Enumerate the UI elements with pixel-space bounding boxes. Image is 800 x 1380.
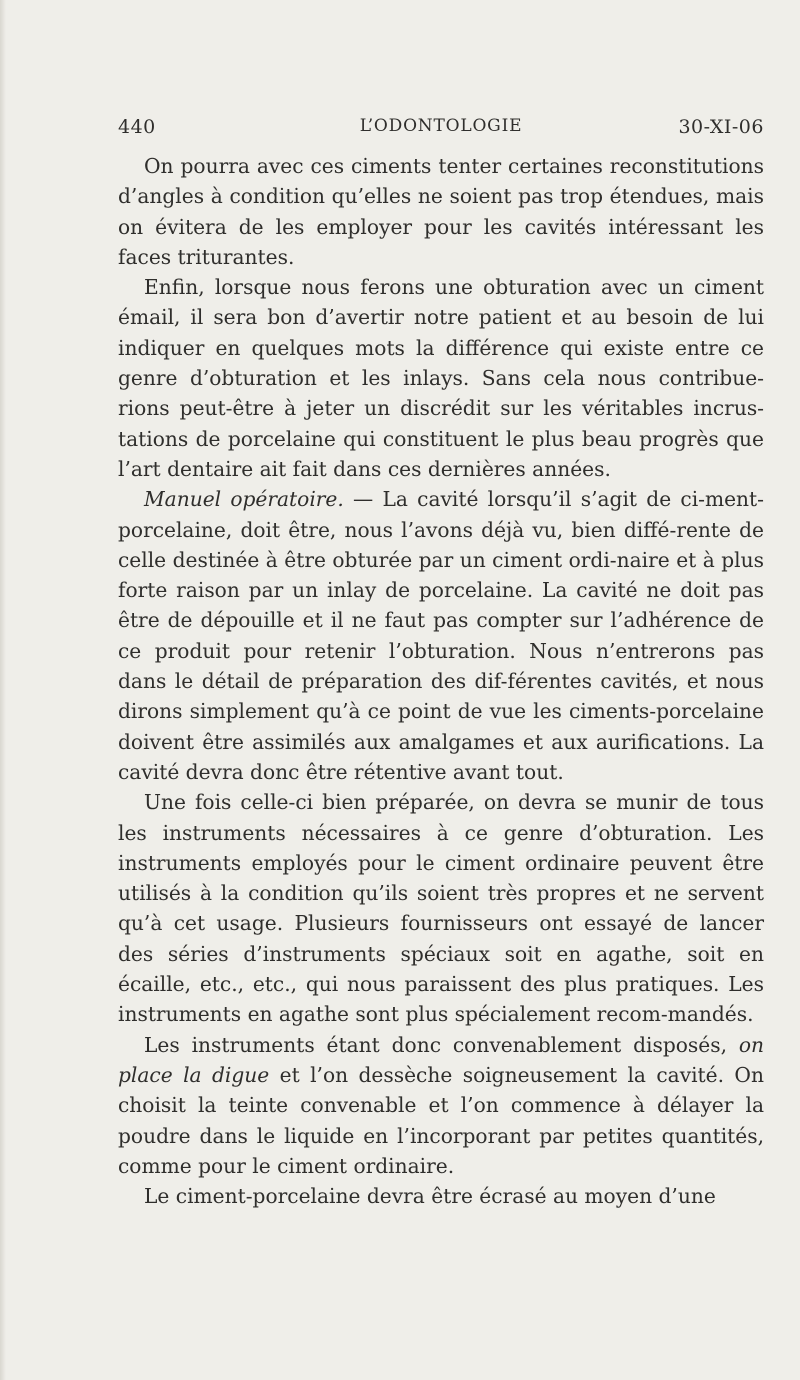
page-number: 440 xyxy=(118,116,156,138)
paragraph-ciment-email: Enfin, lorsque nous ferons une obturation avec un ciment émail, il sera bon d’avertir notre patient et au besoin de lui indiquer en quelques mots la différence qui existe entre ce genre d’obturation et les inlays. Sans cela nous contribue-rions peut-être à jeter un discrédit sur les véritables incrus-tations de porcelaine qui constituent le plus beau progrès que l’art dentaire ait fait dans ces dernières années. xyxy=(118,275,764,481)
issue-date: 30-XI-06 xyxy=(678,116,764,138)
paragraph-instruments: Une fois celle-ci bien préparée, on devra se munir de tous les instruments nécessaires à ce genre d’obturation. Les instruments employés pour le ciment ordinaire peuvent être utilisés à la condition qu’ils soient très propres et ne servent qu’à cet usage. Plusieurs fournisseurs ont essayé de lancer des séries d’instruments spéciaux soit en agathe, soit en écaille, etc., etc., qui nous paraissent des plus pratiques. Les instruments en agathe sont plus spécialement recom-mandés. xyxy=(118,790,764,1027)
page-gutter-shadow xyxy=(0,0,6,1380)
paragraph-text: et l’on dessèche soigneusement la cavité. On choisit la teinte convenable et l’on commence à délayer la poudre dans le liquide en l’incorporant par petites quantités, comme pour le ciment ordinaire. xyxy=(118,1062,764,1178)
paragraph-text: — La cavité lorsqu’il s’agit de ci-ment-porcelaine, doit être, nous l’avons déjà vu, bien diffé-rente de celle destinée à être obturée par un ciment ordi-naire et à plus forte raison par un inlay de porcelaine. La cavité ne doit pas être de dépouille et il ne faut pas compter sur l’adhérence de ce produit pour retenir l’obturation. Nous n’entrerons pas dans le détail de préparation des dif-férentes cavités, et nous dirons simplement qu’à ce point de vue les ciments-porcelaine doivent être assimilés aux amalgames et aux aurifications. La cavité devra donc être rétentive avant tout. xyxy=(118,487,764,784)
paragraph-digue xyxy=(118,1030,764,1181)
italic-phrase: on place la digue xyxy=(118,1032,764,1087)
paragraph-ecrase: Le ciment-porcelaine devra être écrasé au moyen d’une xyxy=(144,1184,716,1209)
running-header xyxy=(118,116,764,144)
paragraph-reconstitutions: On pourra avec ces ciments tenter certaines reconstitutions d’angles à condition qu’elles ne soient pas trop étendues, mais on évitera de les employer pour les cavités intéressant les faces triturantes. xyxy=(118,154,764,269)
journal-title: L’ODONTOLOGIE xyxy=(359,116,523,136)
paragraph-manuel-operatoire xyxy=(118,484,764,787)
paragraph-text: Les instruments étant donc convenablement disposés, xyxy=(144,1032,739,1057)
section-heading: Manuel opératoire. xyxy=(144,487,344,512)
body-text xyxy=(118,151,764,1211)
